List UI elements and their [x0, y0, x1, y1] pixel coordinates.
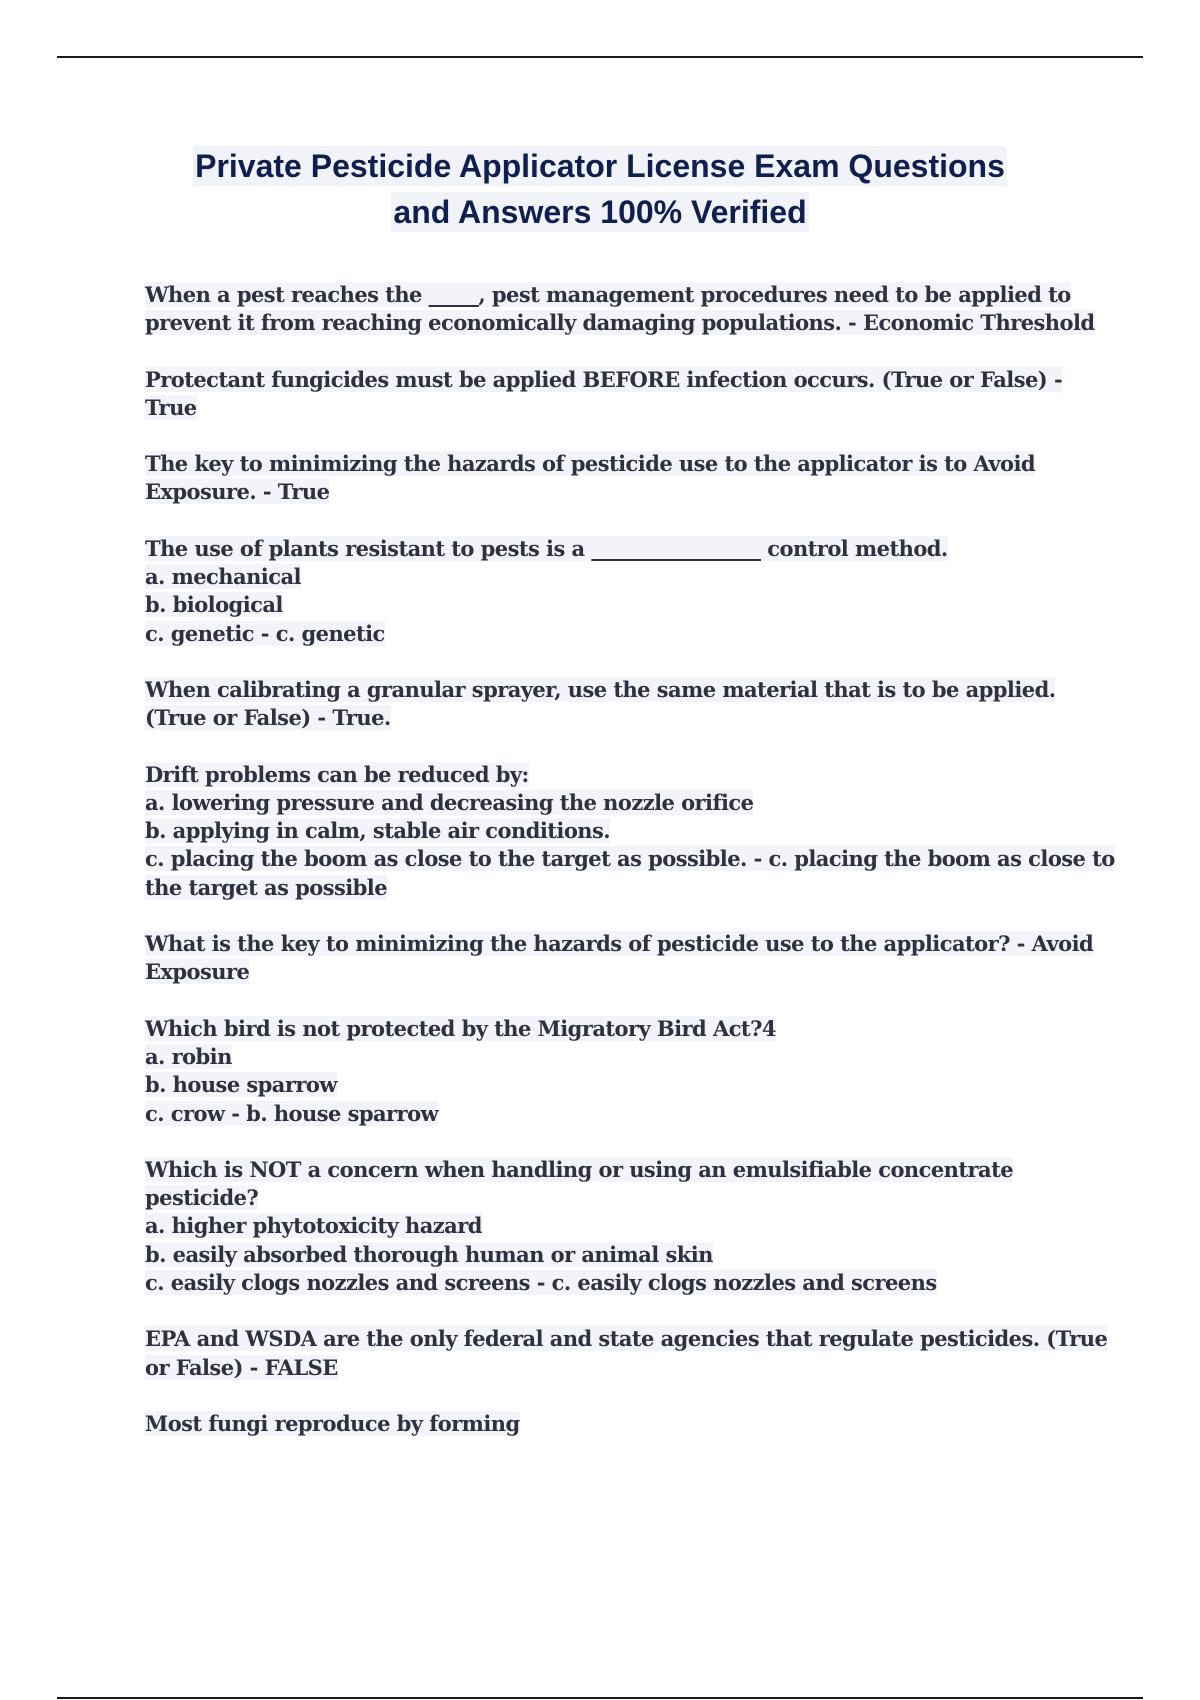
question-text: Which bird is not protected by the Migratory Bird Act?4 [145, 1015, 776, 1041]
question-line [145, 366, 1085, 394]
question-text: c. crow - b. house sparrow [145, 1100, 439, 1126]
question-item [145, 676, 1085, 733]
question-text: c. genetic - c. genetic [145, 620, 385, 646]
question-text: c. placing the boom as close to the target as possible. - c. placing the boom as close to [145, 846, 1115, 872]
question-line [145, 676, 1085, 704]
question-text: the target as possible [145, 874, 388, 900]
question-text: The key to minimizing the hazards of pesticide use to the applicator is to Avoid [145, 451, 1036, 477]
question-line [145, 930, 1094, 958]
question-text: c. easily clogs nozzles and screens - c. easily clogs nozzles and screens [145, 1270, 937, 1296]
question-text: The use of plants resistant to pests is a _________________ control method. [145, 535, 948, 561]
question-line [145, 1184, 1085, 1212]
question-text: What is the key to minimizing the hazards of pesticide use to the applicator? - Avoid [145, 931, 1094, 957]
question-text: When calibrating a granular sprayer, use the same material that is to be applied. [145, 676, 1056, 702]
question-text: a. robin [145, 1043, 232, 1069]
question-line [145, 1269, 1085, 1297]
title-line-1: Private Pesticide Applicator License Exam Questions [195, 148, 1005, 184]
question-item [145, 366, 1085, 423]
question-text: b. biological [145, 592, 283, 618]
question-line [145, 1071, 1085, 1099]
question-line [145, 281, 1085, 309]
question-line [145, 620, 1085, 648]
question-line [145, 1325, 1108, 1353]
question-line [145, 958, 1085, 986]
question-text: Drift problems can be reduced by: [145, 761, 529, 787]
question-text: EPA and WSDA are the only federal and state agencies that regulate pesticides. (True [145, 1326, 1108, 1352]
document-title [100, 143, 1100, 235]
question-item [145, 1410, 1085, 1438]
question-text: Exposure. - True [145, 479, 330, 505]
question-item [145, 761, 1115, 902]
question-text: Which is NOT a concern when handling or using an emulsifiable concentrate [145, 1156, 1014, 1182]
question-text: (True or False) - True. [145, 705, 391, 731]
question-text: Exposure [145, 959, 250, 985]
question-text: pesticide? [145, 1185, 259, 1211]
question-item [145, 930, 1094, 987]
footer-rule [57, 1697, 1143, 1699]
title-line-2: and Answers 100% Verified [393, 194, 807, 230]
question-item [145, 535, 1085, 648]
question-line [145, 1156, 1085, 1184]
question-line [145, 817, 1085, 845]
question-text: Most fungi reproduce by forming [145, 1410, 520, 1436]
question-line [145, 309, 1095, 337]
question-line [145, 591, 1085, 619]
question-line [145, 1100, 1085, 1128]
question-item [145, 1015, 1085, 1128]
question-text: b. easily absorbed thorough human or animal skin [145, 1241, 713, 1267]
question-text: b. applying in calm, stable air conditions. [145, 818, 611, 844]
question-text: Protectant fungicides must be applied BEFORE infection occurs. (True or False) - [145, 366, 1063, 392]
question-line [145, 1354, 1085, 1382]
question-text: a. higher phytotoxicity hazard [145, 1213, 482, 1239]
question-text: True [145, 394, 197, 420]
header-rule [57, 56, 1143, 58]
question-text: or False) - FALSE [145, 1354, 338, 1380]
question-item [145, 450, 1085, 507]
question-text: prevent it from reaching economically damaging populations. - Economic Threshold [145, 310, 1095, 336]
question-line [145, 1410, 1085, 1438]
question-line [145, 1212, 1085, 1240]
question-line [145, 704, 1085, 732]
question-line [145, 1043, 1085, 1071]
question-line [145, 450, 1085, 478]
question-text: b. house sparrow [145, 1072, 337, 1098]
question-line [145, 535, 1085, 563]
question-text: a. lowering pressure and decreasing the nozzle orifice [145, 789, 754, 815]
question-line [145, 845, 1115, 873]
question-line [145, 563, 1085, 591]
question-item [145, 281, 1095, 338]
question-item [145, 1156, 1085, 1297]
question-text: When a pest reaches the _____, pest management procedures need to be applied to [145, 282, 1071, 307]
question-line [145, 874, 1085, 902]
question-line [145, 394, 1085, 422]
question-line [145, 789, 1085, 817]
question-line [145, 761, 1085, 789]
question-list [145, 281, 1115, 1466]
question-line [145, 478, 1085, 506]
question-item [145, 1325, 1108, 1382]
question-line [145, 1015, 1085, 1043]
question-line [145, 1241, 1085, 1269]
question-text: a. mechanical [145, 564, 301, 590]
